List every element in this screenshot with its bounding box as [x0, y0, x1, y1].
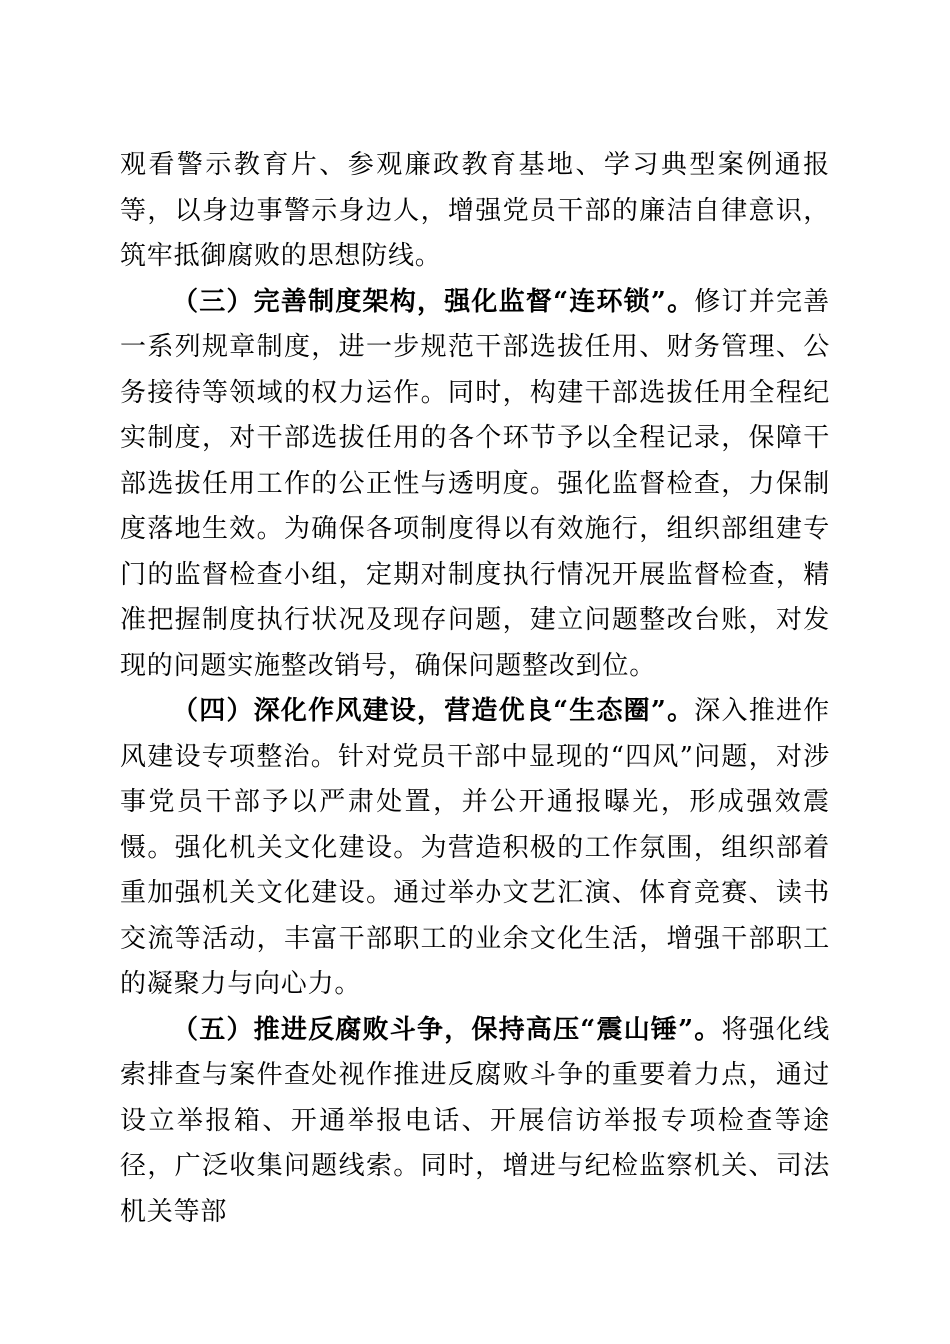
paragraph-text: 观看警示教育片、参观廉政教育基地、学习典型案例通报等，以身边事警示身边人，增强党员干部的廉洁自律意识，筑牢抵御腐败的思想防线。	[120, 150, 830, 271]
paragraph-section-3	[120, 280, 830, 690]
paragraph-text: 修订并完善一系列规章制度，进一步规范干部选拔任用、财务管理、公务接待等领域的权力运作。同时，构建干部选拔任用全程纪实制度，对干部选拔任用的各个环节予以全程记录，保障干部选拔任用工作的公正性与透明度。强化监督检查，力保制度落地生效。为确保各项制度得以有效施行，组织部组建专门的监督检查小组，定期对制度执行情况开展监督检查，精准把握制度执行状况及现存问题，建立问题整改台账，对发现的问题实施整改销号，确保问题整改到位。	[120, 286, 830, 681]
paragraph-section-5	[120, 1008, 830, 1236]
paragraph-continuation	[120, 143, 830, 280]
document-body	[120, 143, 830, 1235]
paragraph-section-4	[120, 689, 830, 1008]
section-heading-3: （三）完善制度架构，强化监督“连环锁”。	[172, 286, 695, 317]
paragraph-text: 深入推进作风建设专项整治。针对党员干部中显现的“四风”问题，对涉事党员干部予以严肃处置，并公开通报曝光，形成强效震慑。强化机关文化建设。为营造积极的工作氛围，组织部着重加强机关文化建设。通过举办文艺汇演、体育竞赛、读书交流等活动，丰富干部职工的业余文化生活，增强干部职工的凝聚力与向心力。	[120, 696, 830, 999]
section-heading-5: （五）推进反腐败斗争，保持高压“震山锤”。	[172, 1014, 722, 1045]
section-heading-4: （四）深化作风建设，营造优良“生态圈”。	[172, 696, 695, 726]
paragraph-text: 将强化线索排查与案件查处视作推进反腐败斗争的重要着力点，通过设立举报箱、开通举报电话、开展信访举报专项检查等途径，广泛收集问题线索。同时，增进与纪检监察机关、司法机关等部	[120, 1014, 830, 1227]
